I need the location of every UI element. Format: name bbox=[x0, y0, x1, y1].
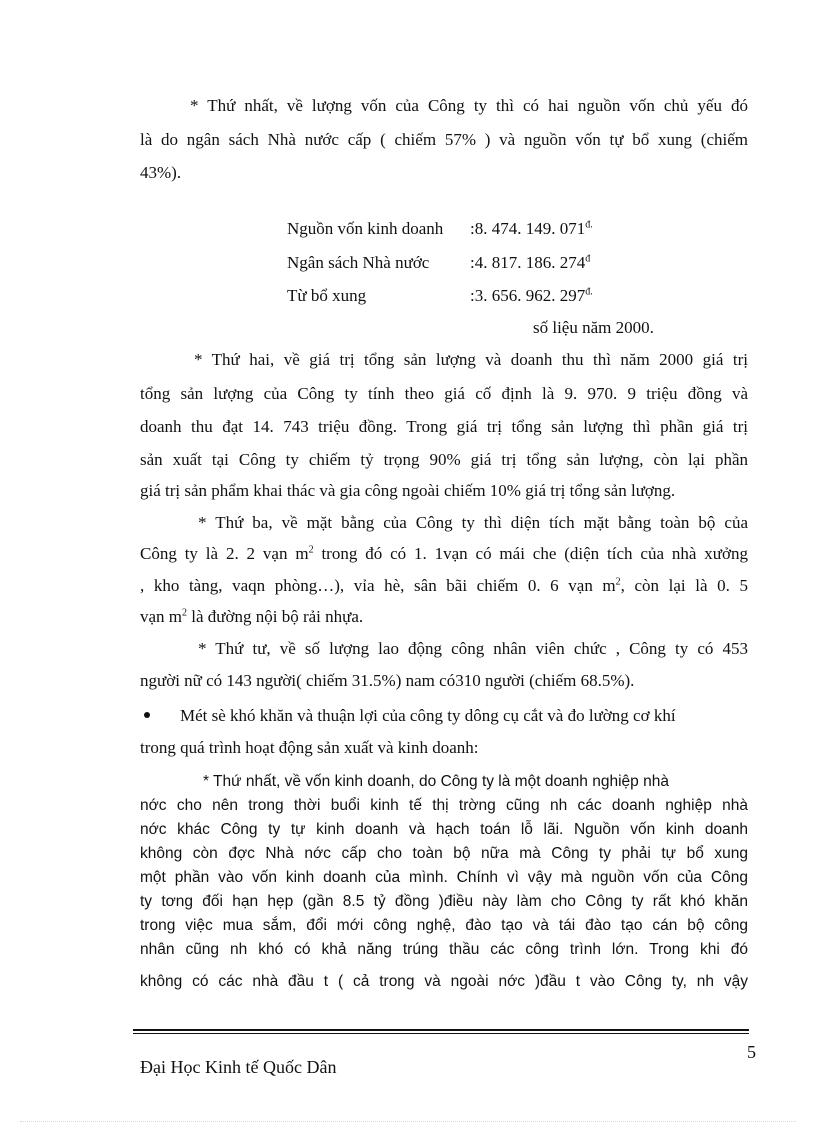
para5-line6: ty tơng đối hạn hẹp (gần 8.5 tỷ đồng )điều này làm cho Công ty rất khó khăn bbox=[140, 893, 748, 910]
para2-line4: sản xuất tại Công ty chiếm tỷ trọng 90% giá trị tổng sản lượng, còn lại phần bbox=[140, 450, 748, 469]
footer-university: Đại Học Kinh tế Quốc Dân bbox=[140, 1057, 337, 1077]
page-number: 5 bbox=[747, 1042, 756, 1062]
footer-rule-bottom bbox=[133, 1033, 749, 1034]
capital-row-label: Nguồn vốn kinh doanh bbox=[287, 219, 444, 238]
capital-row-label: Từ bổ xung bbox=[287, 286, 367, 305]
capital-row-value: :8. 474. 149. $071^{đ.}$ bbox=[470, 219, 593, 238]
footer-rule-top bbox=[133, 1029, 749, 1031]
bullet-line2: trong quá trình hoạt động sản xuất và kinh doanh: bbox=[140, 738, 479, 757]
para5-line3: nớc khác Công ty tự kinh doanh và hạch toán lỗ lãi. Nguồn vốn kinh doanh bbox=[140, 821, 748, 838]
para5-line8: nhân cũng nh khó có khả năng trúng thầu các công trình lớn. Trong khi đó bbox=[140, 941, 748, 958]
capital-row-value: :3. 656. 962. $297^{đ.}$ bbox=[470, 286, 593, 305]
para5-line5: một phần vào vốn kinh doanh của mình. Chính vì vậy mà nguồn vốn của Công bbox=[140, 869, 748, 886]
para5-line1: * Thứ nhất, về vốn kinh doanh, do Công ty là một doanh nghiệp nhà bbox=[203, 773, 669, 790]
para5-line4: không còn đợc Nhà nớc cấp cho toàn bộ nữa mà Công ty phải tự bổ xung bbox=[140, 845, 748, 862]
capital-source-note: số liệu năm 2000. bbox=[533, 318, 654, 337]
para1-line1: * Thứ nhất, về lượng vốn của Công ty thì có hai nguồn vốn chủ yếu đó bbox=[190, 96, 748, 115]
para3-line4: vạn $m^2$ là đường nội bộ rải nhựa. bbox=[140, 607, 364, 626]
para4-line2: người nữ có 143 người( chiếm 31.5%) nam có310 người (chiếm 68.5%). bbox=[140, 671, 635, 690]
para5-line2: nớc cho nên trong thời buổi kinh tế thị trờng cũng nh các doanh nghiệp nhà bbox=[140, 797, 748, 814]
bullet-item bbox=[144, 705, 748, 727]
para2-line3: doanh thu đạt 14. 743 triệu đồng. Trong giá trị tổng sản lượng thì phần giá trị bbox=[140, 417, 748, 436]
bullet-icon bbox=[144, 712, 150, 718]
capital-row-label: Ngân sách Nhà nước bbox=[287, 253, 430, 272]
para3-line3: , kho tàng, vaqn phòng…), vỉa hè, sân bãi chiếm 0. 6 vạn $m^2$, còn lại là 0. 5 bbox=[140, 576, 748, 595]
para2-line5: giá trị sản phẩm khai thác và gia công ngoài chiếm 10% giá trị tổng sản lượng. bbox=[140, 481, 676, 500]
bullet-line1: Mét sè khó khăn và thuận lợi của công ty dông cụ cắt và đo lường cơ khí bbox=[180, 706, 676, 725]
para4-line1: * Thứ tư, về số lượng lao động công nhân viên chức , Công ty có 453 bbox=[198, 639, 748, 658]
para3-line1: * Thứ ba, về mặt bằng của Công ty thì diện tích mặt bằng toàn bộ của bbox=[198, 513, 748, 532]
para1-line3: 43%). bbox=[140, 163, 182, 182]
para1-line2: là do ngân sách Nhà nước cấp ( chiếm 57% ) và nguồn vốn tự bổ xung (chiếm bbox=[140, 130, 748, 149]
para2-line2: tổng sản lượng của Công ty tính theo giá cố định là 9. 970. 9 triệu đồng và bbox=[140, 384, 748, 403]
para2-line1: * Thứ hai, về giá trị tổng sản lượng và doanh thu thì năm 2000 giá trị bbox=[194, 350, 748, 369]
para5-line9: không có các nhà đầu t ( cả trong và ngoài nớc )đầu t vào Công ty, nh vậy bbox=[140, 973, 748, 990]
para3-line2: Công ty là 2. 2 vạn $m^2$ trong đó có 1. 1vạn có mái che (diện tích của nhà xưởng bbox=[140, 544, 748, 563]
para5-line7: trong việc mua sắm, đổi mới công nghệ, đào tạo và tái đào tạo cán bộ công bbox=[140, 917, 748, 934]
capital-row-value: :4. 817. 186. $274^đ$ bbox=[470, 253, 591, 272]
page-bottom-border bbox=[20, 1121, 796, 1122]
